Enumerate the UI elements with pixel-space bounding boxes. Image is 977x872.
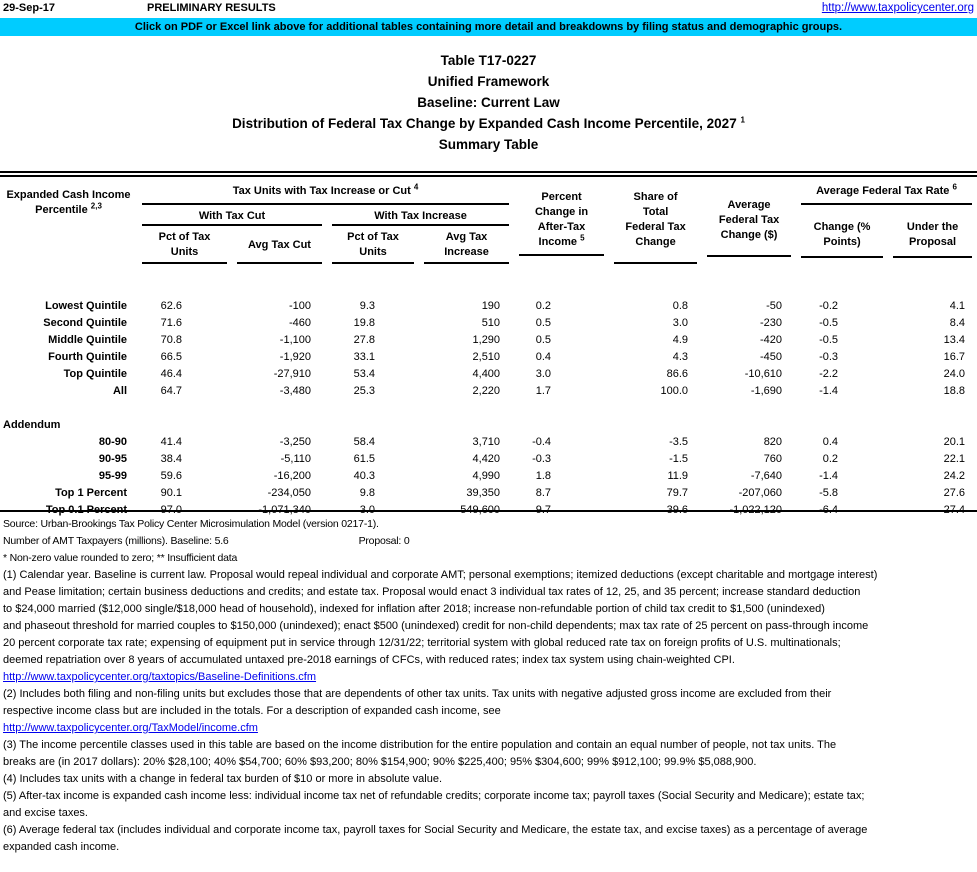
distribution-title: Distribution of Federal Tax Change by Expanded Cash Income Percentile, 2027 $^1$ (232, 115, 745, 131)
col-group-with-increase: With Tax Increase (327, 206, 514, 229)
row-value: 61.5 (353, 453, 375, 465)
row-value: -100 (288, 300, 311, 312)
row-value: 0.2 (822, 453, 839, 465)
row-value: 62.6 (160, 300, 182, 312)
table-row (0, 383, 977, 400)
spacer-row (0, 400, 977, 417)
row-value: 1,290 (472, 334, 501, 346)
footnote-line: (3) The income percentile classes used in this table are based on the income distribution for the entire population and contain an equal number of people, not tax units. The (3, 739, 837, 751)
row-value: -27,910 (273, 368, 311, 380)
summary-table (0, 176, 977, 519)
row-value: 4.1 (949, 300, 966, 312)
row-value: 0.5 (535, 317, 552, 329)
row-value: 25.3 (353, 385, 375, 397)
table-row (0, 451, 977, 468)
row-value: 33.1 (353, 351, 375, 363)
footnote-6 (3, 822, 977, 856)
row-value: -207,060 (738, 487, 783, 499)
row-value: -1.4 (819, 470, 839, 482)
row-value: 66.5 (160, 351, 182, 363)
row-value: -0.4 (532, 436, 552, 448)
row-value: 1.7 (535, 385, 552, 397)
row-value: 40.3 (353, 470, 375, 482)
row-label: Top 1 Percent (55, 487, 127, 499)
row-value: 19.8 (353, 317, 375, 329)
col-share-total: Share of Total Federal Tax Change (609, 176, 702, 264)
col-group-with-cut: With Tax Cut (137, 206, 327, 229)
row-value: -3,480 (279, 385, 311, 397)
summary-title: Summary Table (438, 137, 539, 152)
row-value: 4,420 (472, 453, 501, 465)
row-value: 4.3 (672, 351, 689, 363)
row-value: 549,600 (460, 504, 501, 516)
row-value: 38.4 (160, 453, 182, 465)
col-group-tax-units: Tax Units with Tax Increase or Cut $^4$ (137, 176, 514, 206)
row-value: 46.4 (160, 368, 182, 380)
table-row (0, 366, 977, 383)
footnote-3 (3, 737, 977, 771)
footnote-line: deemed repatriation over 8 years of accumulated untaxed pre-2018 earnings of CFCs, with reduced rates; index tax system using chain-weighted CPI. (3, 654, 735, 666)
row-value: -460 (288, 317, 311, 329)
income-definition-link[interactable]: http://www.taxpolicycenter.org/TaxModel/income.cfm (3, 722, 258, 734)
row-label: Middle Quintile (48, 334, 127, 346)
row-value: 760 (763, 453, 783, 465)
addendum-label: Addendum (3, 419, 61, 431)
footnote-line: (2) Includes both filing and non-filing units but excludes those that are dependents of other tax units. Tax units with negative adjusted gross income are excluded from their (3, 688, 832, 700)
table-header (0, 176, 977, 264)
table-id: Table T17-0227 (440, 53, 537, 68)
row-value: -1,071,340 (258, 504, 311, 516)
row-value: 27.4 (943, 504, 966, 516)
table-body (0, 264, 977, 519)
row-value: -16,200 (273, 470, 311, 482)
footnote-1 (3, 567, 977, 669)
row-value: -420 (760, 334, 783, 346)
row-value: 24.2 (943, 470, 966, 482)
source-note: Source: Urban-Brookings Tax Policy Center Microsimulation Model (version 0217-1). (3, 518, 379, 530)
row-value: 18.8 (943, 385, 966, 397)
row-value: 58.4 (353, 436, 375, 448)
footnote-line: and Pease limitation; certain business deductions and credits; and estate tax. Proposal would enact 3 individual tax rates of 12, 25, and 35 percent; increase standard deduction (3, 586, 861, 598)
footnote-line: and phaseout threshold for married couples to $150,000 (unindexed); enact $500 (unindexed) credit for non-child dependents; max tax rate of 25 percent on pass-through income (3, 620, 869, 632)
row-value: -234,050 (267, 487, 311, 499)
footnote-line: (6) Average federal tax (includes individual and corporate income tax, payroll taxes for Social Security and Medicare, the estate tax, and excise taxes) as a percentage of average (3, 824, 868, 836)
row-value: 820 (763, 436, 783, 448)
row-value: -50 (766, 300, 783, 312)
baseline-definitions-link[interactable]: http://www.taxpolicycenter.org/taxtopics/Baseline-Definitions.cfm (3, 671, 317, 683)
row-value: 22.1 (943, 453, 966, 465)
row-value: 11.9 (667, 470, 689, 482)
row-value: 3.0 (535, 368, 552, 380)
footnote-line: expanded cash income. (3, 841, 120, 853)
col-pct-units-cut: Pct of Tax Units (137, 229, 232, 264)
row-value: 41.4 (160, 436, 182, 448)
row-value: 3.0 (672, 317, 689, 329)
col-rate-under: Under the Proposal (888, 206, 977, 264)
row-label: 80-90 (98, 436, 127, 448)
table-row (0, 298, 977, 315)
row-value: -7,640 (750, 470, 783, 482)
row-value: 510 (481, 317, 501, 329)
site-link[interactable]: http://www.taxpolicycenter.org (821, 2, 974, 14)
row-value: 0.4 (535, 351, 552, 363)
table-row (0, 485, 977, 502)
row-value: 90.1 (160, 487, 182, 499)
row-value: 53.4 (353, 368, 375, 380)
row-value: -1,690 (750, 385, 783, 397)
addendum-row (0, 417, 977, 434)
row-value: -1,100 (279, 334, 311, 346)
row-value: 2,510 (472, 351, 501, 363)
row-value: 0.4 (822, 436, 839, 448)
row-value: 9.8 (359, 487, 375, 499)
row-value: 100.0 (660, 385, 689, 397)
footnote-line: breaks are (in 2017 dollars): 20% $28,100; 40% $54,700; 60% $93,200; 80% $154,900; 90% $225,400; 95% $304,600; 99% $912,100; 99.9% $5,088,900. (3, 756, 757, 768)
footnote-2 (3, 686, 977, 720)
row-value: -1,920 (279, 351, 311, 363)
row-label: Top Quintile (63, 368, 127, 380)
footnote-line: respective income class but are included in the totals. For a description of expanded cash income, see (3, 705, 501, 717)
row-value: 64.7 (160, 385, 182, 397)
row-value: 1.8 (535, 470, 552, 482)
row-value: 59.6 (160, 470, 182, 482)
table-row (0, 315, 977, 332)
row-value: -0.5 (819, 334, 839, 346)
row-value: -0.2 (819, 300, 839, 312)
row-value: 4,990 (472, 470, 501, 482)
col-pct-units-inc: Pct of Tax Units (327, 229, 419, 264)
report-date: 29-Sep-17 (3, 2, 55, 14)
row-value: 0.8 (672, 300, 689, 312)
table-bottom-rule (0, 510, 977, 512)
footnote-5 (3, 788, 977, 822)
row-value: 97.0 (160, 504, 182, 516)
row-label: 90-95 (98, 453, 127, 465)
row-value: 70.8 (160, 334, 182, 346)
row-label: Fourth Quintile (48, 351, 127, 363)
row-value: 2,220 (472, 385, 501, 397)
row-value: -5.8 (819, 487, 839, 499)
table-row (0, 349, 977, 366)
row-value: 79.7 (666, 487, 689, 499)
row-value: 13.4 (943, 334, 966, 346)
row-value: -0.3 (819, 351, 839, 363)
row-value: -1,022,120 (729, 504, 783, 516)
row-value: -3,250 (279, 436, 311, 448)
row-value: 190 (481, 300, 501, 312)
footnote-line: to $24,000 married ($12,000 single/$18,000 head of household), indexed for inflation after 2018; increase non-refundable portion of child tax credit to $1,500 (unindexed) (3, 603, 825, 615)
col-pct-change-after-tax: Percent Change in After-Tax Income $^5$ (514, 176, 609, 264)
legend-note: * Non-zero value rounded to zero; ** Insufficient data (3, 552, 238, 564)
row-value: 86.6 (666, 368, 689, 380)
row-value: -10,610 (744, 368, 783, 380)
row-value: 4.9 (672, 334, 689, 346)
col-rate-change: Change (% Points) (796, 206, 888, 264)
table-row (0, 332, 977, 349)
row-label: All (112, 385, 127, 397)
row-value: -0.3 (532, 453, 552, 465)
col-percentile: Expanded Cash Income Percentile $^{2,3}$ (6, 189, 131, 216)
footnote-line: (1) Calendar year. Baseline is current law. Proposal would repeal individual and corporate AMT; personal exemptions; itemized deductions (except charitable and mortgage interest) (3, 569, 878, 581)
col-avg-fed-change: Average Federal Tax Change ($) (702, 176, 796, 264)
status-label: PRELIMINARY RESULTS (147, 2, 276, 14)
row-label: 95-99 (98, 470, 127, 482)
row-value: 9.3 (359, 300, 375, 312)
header-rule-top (0, 171, 977, 173)
row-value: 24.0 (943, 368, 966, 380)
table-row (0, 468, 977, 485)
row-value: -1.5 (669, 453, 689, 465)
row-value: -2.2 (819, 368, 839, 380)
row-value: 8.7 (535, 487, 552, 499)
baseline-label: Baseline: Current Law (417, 95, 560, 110)
spacer-row (0, 281, 977, 298)
row-value: 71.6 (160, 317, 182, 329)
row-value: 3.0 (359, 504, 375, 516)
footnote-4: (4) Includes tax units with a change in federal tax burden of $10 or more in absolute value. (3, 773, 443, 785)
row-value: 16.7 (943, 351, 966, 363)
row-label: Second Quintile (43, 317, 127, 329)
row-value: -230 (760, 317, 783, 329)
table-titles (0, 50, 977, 155)
row-value: -5,110 (280, 453, 311, 465)
row-value: -6.4 (819, 504, 839, 516)
footnotes (3, 516, 977, 856)
row-label: Lowest Quintile (45, 300, 127, 312)
row-value: -450 (760, 351, 783, 363)
row-value: 0.5 (535, 334, 552, 346)
row-value: 8.4 (949, 317, 966, 329)
amt-note: Number of AMT Taxpayers (millions). Baseline: 5.6 Proposal: 0 (3, 535, 410, 547)
row-value: 20.1 (943, 436, 966, 448)
col-group-avg-rate: Average Federal Tax Rate $^6$ (796, 176, 977, 206)
row-value: 39,350 (466, 487, 501, 499)
col-avg-inc: Avg Tax Increase (419, 229, 514, 264)
row-value: 27.8 (353, 334, 375, 346)
row-value: 0.2 (535, 300, 552, 312)
table-row (0, 434, 977, 451)
row-value: 9.7 (535, 504, 552, 516)
spacer-row (0, 264, 977, 281)
footnote-line: (5) After-tax income is expanded cash income less: individual income tax net of refundable credits; corporate income tax; payroll taxes (Social Security and Medicare); estate tax; (3, 790, 865, 802)
footnote-line: 20 percent corporate tax rate; expensing of equipment put in service through 12/31/22; territorial system with global reduced rate tax on foreign profits of U.S. multinationals; (3, 637, 841, 649)
footnote-line: and excise taxes. (3, 807, 88, 819)
row-value: 27.6 (943, 487, 966, 499)
row-value: 4,400 (472, 368, 501, 380)
row-value: 3,710 (472, 436, 501, 448)
row-value: -3.5 (669, 436, 689, 448)
row-label: Top 0.1 Percent (45, 504, 127, 516)
proposal-name: Unified Framework (427, 74, 550, 89)
top-bar (0, 0, 977, 17)
row-value: -0.5 (819, 317, 839, 329)
col-avg-cut: Avg Tax Cut (232, 229, 327, 264)
info-banner: Click on PDF or Excel link above for additional tables containing more detail and breakdowns by filing status and demographic groups. (0, 18, 977, 36)
row-value: -1.4 (819, 385, 839, 397)
row-value: 39.6 (666, 504, 689, 516)
